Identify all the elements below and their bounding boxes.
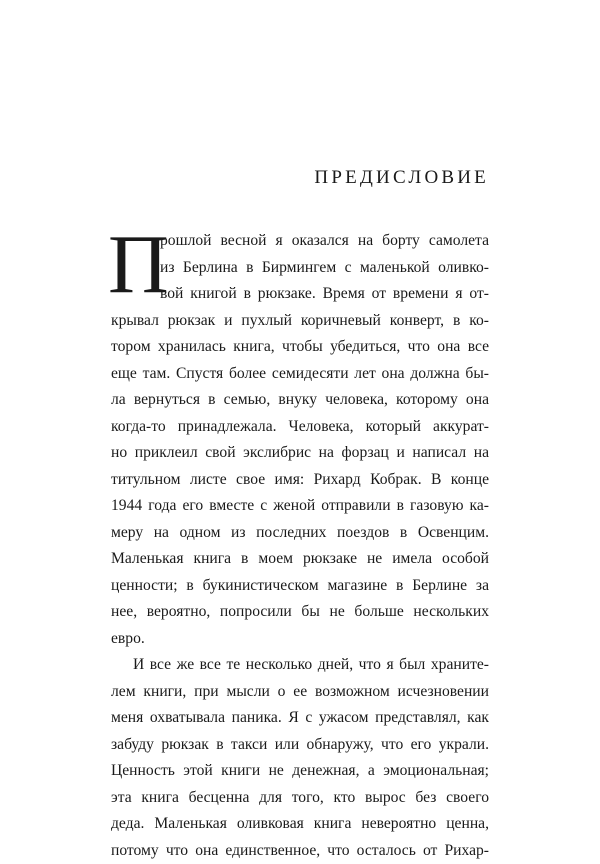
text-line: эта книга бесценна для того, кто вырос без своего bbox=[111, 785, 489, 812]
text-line: Ценность этой книги не денежная, а эмоциональная; bbox=[111, 758, 489, 785]
text-line: вой книгой в рюкзаке. Время от времени я от- bbox=[111, 281, 489, 308]
drop-cap: П bbox=[108, 223, 169, 307]
text-line: деда. Маленькая оливковая книга невероятно ценна, bbox=[111, 811, 489, 838]
text-line: титульном листе свое имя: Рихард Кобрак. В конце bbox=[111, 467, 489, 494]
text-line: меня охватывала паника. Я с ужасом представлял, как bbox=[111, 705, 489, 732]
text-line: ла вернуться в семью, внуку человека, которому она bbox=[111, 387, 489, 414]
text-line: тором хранилась книга, чтобы убедиться, что она все bbox=[111, 334, 489, 361]
text-line: когда-то принадлежала. Человека, который аккурат- bbox=[111, 414, 489, 441]
text-line: 1944 года его вместе с женой отправили в газовую ка- bbox=[111, 493, 489, 520]
text-line: из Берлина в Бирмингем с маленькой оливко- bbox=[111, 255, 489, 282]
paragraph-2 bbox=[111, 652, 489, 864]
text-line: потому что она единственное, что осталось от Рихар- bbox=[111, 838, 489, 864]
text-line: лем книги, при мысли о ее возможном исчезновении bbox=[111, 679, 489, 706]
text-line: меру на одном из последних поездов в Освенцим. bbox=[111, 520, 489, 547]
chapter-title: ПРЕДИСЛОВИЕ bbox=[111, 166, 489, 190]
body-text bbox=[111, 228, 489, 864]
text-line: но приклеил свой экслибрис на форзац и написал на bbox=[111, 440, 489, 467]
text-line: евро. bbox=[111, 626, 489, 653]
text-line: забуду рюкзак в такси или обнаружу, что его украли. bbox=[111, 732, 489, 759]
text-line: нее, вероятно, попросили бы не больше нескольких bbox=[111, 599, 489, 626]
text-line: ценности; в букинистическом магазине в Берлине за bbox=[111, 573, 489, 600]
text-line: рошлой весной я оказался на борту самолета bbox=[111, 228, 489, 255]
text-line: И все же все те несколько дней, что я был хранитe- bbox=[111, 652, 489, 679]
text-line: крывал рюкзак и пухлый коричневый конверт, в ко- bbox=[111, 308, 489, 335]
text-line: Маленькая книга в моем рюкзаке не имела особой bbox=[111, 546, 489, 573]
text-line: еще там. Спустя более семидесяти лет она должна бы- bbox=[111, 361, 489, 388]
